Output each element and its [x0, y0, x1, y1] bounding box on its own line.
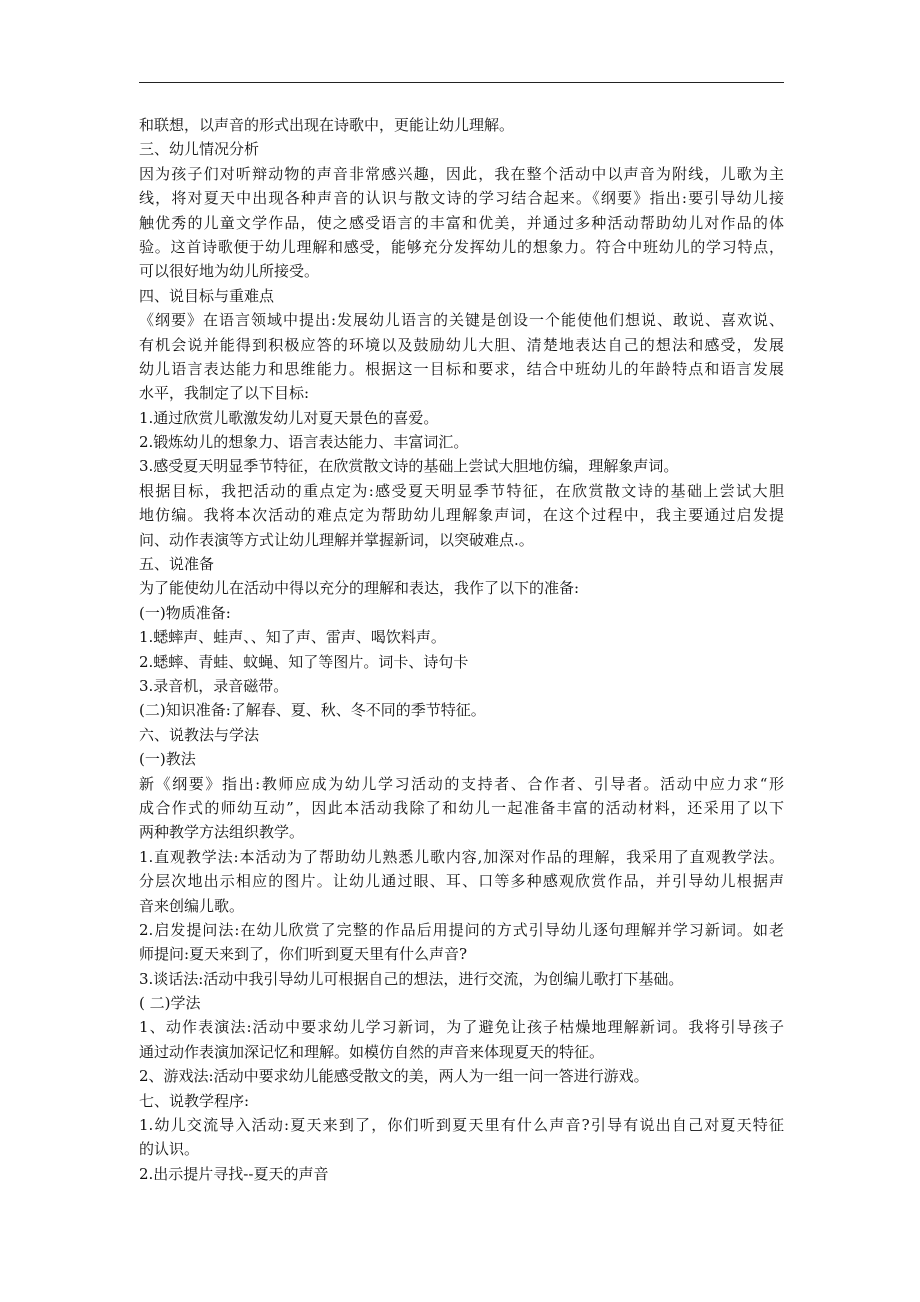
text-line: 触优秀的儿童文学作品，使之感受语言的丰富和优美，并通过多种活动帮助幼儿对作品的体: [139, 213, 784, 232]
text-line: 成合作式的师幼互动”，因此本活动我除了和幼儿一起准备丰富的活动材料，还采用了以下: [139, 798, 784, 817]
text-line: 2.出示提片寻找--夏天的声音: [139, 1164, 329, 1183]
text-line: 四、说目标与重难点: [139, 286, 275, 305]
text-line: (二)知识准备:了解春、夏、秋、冬不同的季节特征。: [139, 701, 486, 720]
text-line: 《纲要》在语言领域中提出:发展幼儿语言的关键是创设一个能使他们想说、敢说、喜欢说、: [139, 311, 784, 330]
text-line: 根据目标，我把活动的重点定为:感受夏天明显季节特征，在欣赏散文诗的基础上尝试大胆: [139, 481, 784, 500]
text-line: 为了能使幼儿在活动中得以充分的理解和表达，我作了以下的准备:: [139, 579, 580, 598]
text-line: 2、游戏法:活动中要求幼儿能感受散文的美，两人为一组一问一答进行游戏。: [139, 1067, 649, 1086]
text-line: 1.通过欣赏儿歌激发幼儿对夏天景色的喜爱。: [139, 408, 439, 427]
text-line: 的认识。: [139, 1140, 200, 1159]
text-line: 六、说教法与学法: [139, 725, 260, 744]
text-line: 水平，我制定了以下目标:: [139, 384, 310, 403]
text-line: 1、动作表演法:活动中要求幼儿学习新词，为了避免让孩子枯燥地理解新词。我将引导孩子: [139, 1018, 784, 1037]
text-line: 分层次地出示相应的图片。让幼儿通过眼、耳、口等多种感观欣赏作品，并引导幼儿根据声: [139, 872, 784, 891]
text-line: 地仿编。我将本次活动的难点定为帮助幼儿理解象声词，在这个过程中，我主要通过启发提: [139, 506, 784, 525]
text-line: 因为孩子们对听辩动物的声音非常感兴趣，因此，我在整个活动中以声音为附线，儿歌为主: [139, 164, 784, 183]
text-line: 幼儿语言表达能力和思维能力。根据这一目标和要求，结合中班幼儿的年龄特点和语言发展: [139, 359, 784, 378]
text-line: 验。这首诗歌便于幼儿理解和感受，能够充分发挥幼儿的想象力。符合中班幼儿的学习特点，: [139, 237, 784, 256]
text-line: 五、说准备: [139, 555, 215, 574]
text-line: 三、幼儿情况分析: [139, 140, 260, 159]
header-rule: [139, 82, 784, 83]
text-line: (一)教法: [139, 750, 196, 769]
text-line: 音来创编儿歌。: [139, 896, 245, 915]
text-line: (一)物质准备:: [139, 603, 231, 622]
text-line: 2.蟋蟀、青蛙、蚊蝇、知了等图片。词卡、诗句卡: [139, 652, 469, 671]
text-line: 1.直观教学法:本活动为了帮助幼儿熟悉儿歌内容,加深对作品的理解，我采用了直观教学法。: [139, 847, 784, 866]
text-line: 七、说教学程序:: [139, 1091, 250, 1110]
document-body: [139, 113, 784, 1186]
text-line: 3.录音机，录音磁带。: [139, 676, 289, 695]
text-line: 3.谈话法:活动中我引导幼儿可根据自己的想法，进行交流，为创编儿歌打下基础。: [139, 969, 684, 988]
text-line: 线，将对夏天中出现各种声音的认识与散文诗的学习结合起来。《纲要》指出:要引导幼儿接: [139, 189, 784, 208]
text-line: 可以很好地为幼儿所接受。: [139, 262, 320, 281]
text-line: 新《纲要》指出:教师应成为幼儿学习活动的支持者、合作者、引导者。活动中应力求“形: [139, 774, 784, 793]
text-line: 3.感受夏天明显季节特征，在欣赏散文诗的基础上尝试大胆地仿编，理解象声词。: [139, 457, 679, 476]
text-line: 有机会说并能得到积极应答的环境以及鼓励幼儿大胆、清楚地表达自己的想法和感受，发展: [139, 335, 784, 354]
text-line: 1.幼儿交流导入活动:夏天来到了，你们听到夏天里有什么声音?引导有说出自己对夏天特征: [139, 1116, 784, 1135]
text-line: 2.锻炼幼儿的想象力、语言表达能力、丰富词汇。: [139, 433, 469, 452]
text-line: 两种教学方法组织教学。: [139, 823, 305, 842]
text-line: ( 二)学法: [139, 994, 201, 1013]
text-line: 通过动作表演加深记忆和理解。如模仿自然的声音来体现夏天的特征。: [139, 1042, 605, 1061]
text-line: 1.蟋蟀声、蛙声、、知了声、雷声、喝饮料声。: [139, 628, 446, 647]
text-line: 问、动作表演等方式让幼儿理解并掌握新词，以突破难点.。: [139, 530, 534, 549]
text-line: 师提问:夏天来到了，你们听到夏天里有什么声音?: [139, 945, 468, 964]
text-line: 和联想，以声音的形式出现在诗歌中，更能让幼儿理解。: [139, 116, 515, 134]
text-line: 2.启发提问法:在幼儿欣赏了完整的作品后用提问的方式引导幼儿逐句理解并学习新词。如老: [139, 920, 784, 939]
